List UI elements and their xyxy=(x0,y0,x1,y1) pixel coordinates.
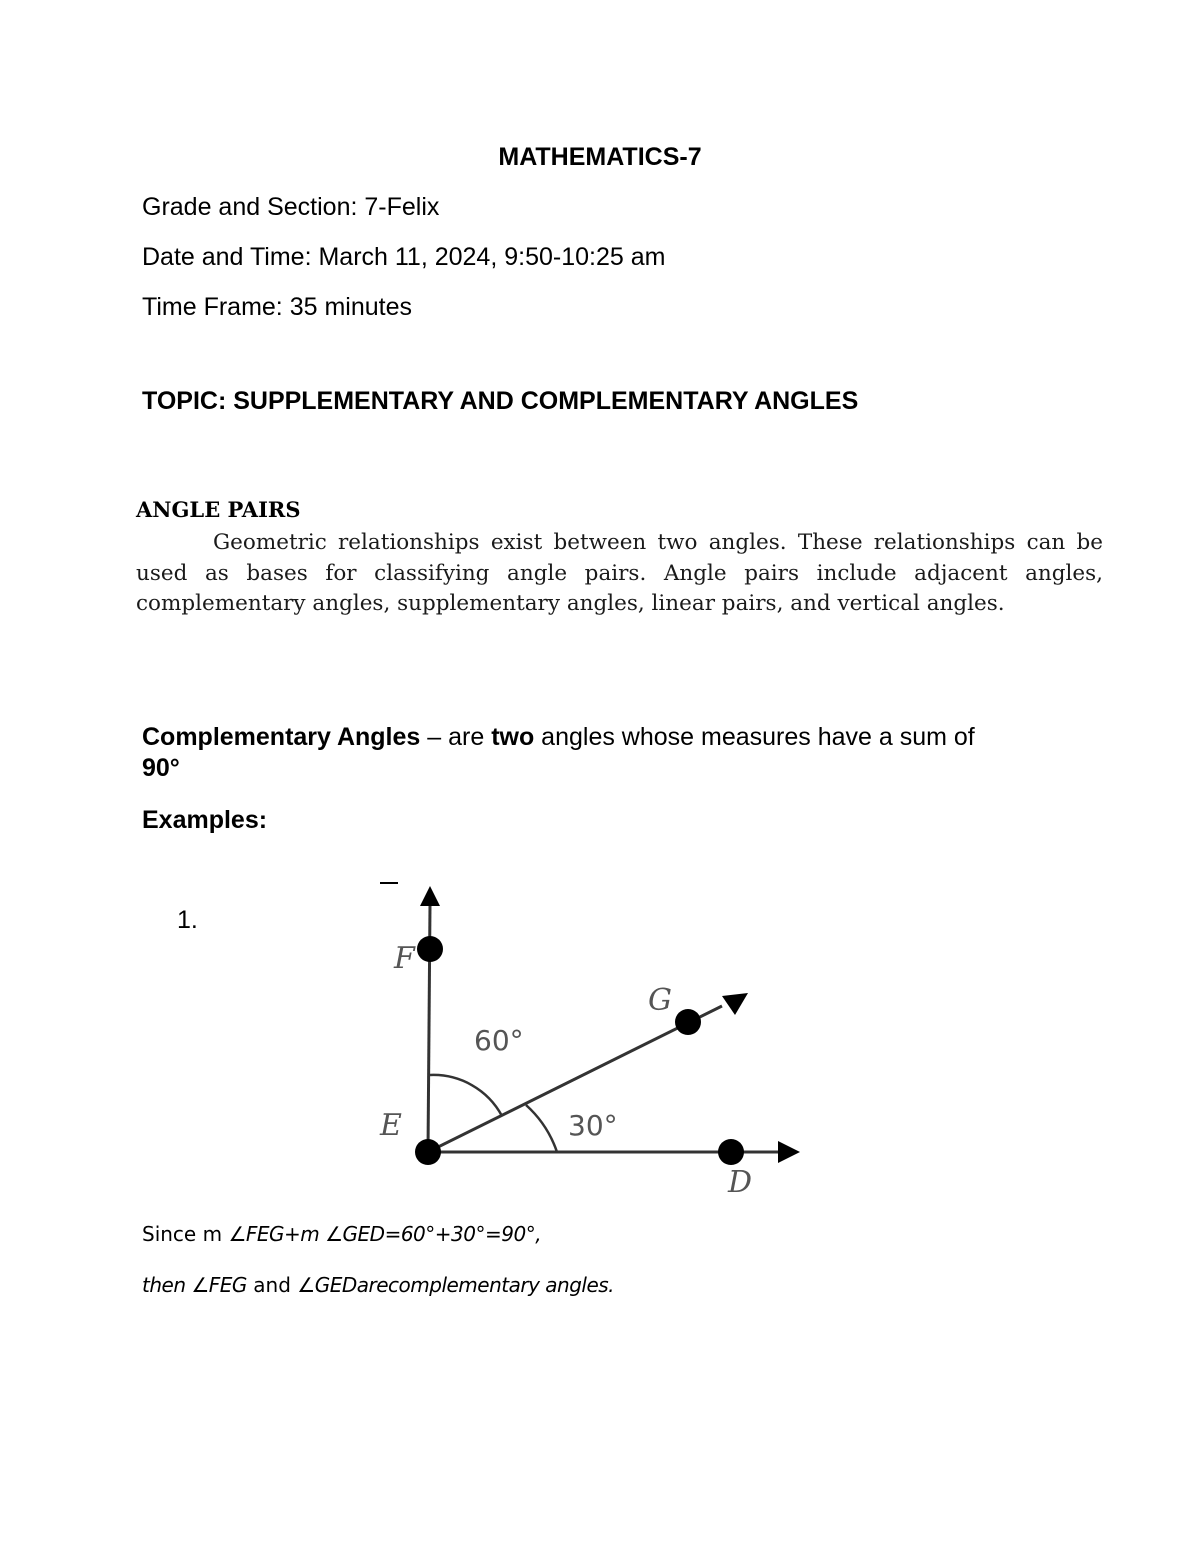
label-e: E xyxy=(380,1108,402,1143)
examples-label: Examples: xyxy=(142,806,268,834)
angle-pairs-heading: ANGLE PAIRS xyxy=(136,497,301,522)
ray-ed-arrow xyxy=(778,1141,800,1163)
point-d-dot xyxy=(718,1139,744,1165)
then-and: and xyxy=(246,1273,298,1297)
arc-30 xyxy=(526,1105,557,1152)
point-g-dot xyxy=(675,1009,701,1035)
angle-diagram xyxy=(360,870,820,1200)
topic-heading: TOPIC: SUPPLEMENTARY AND COMPLEMENTARY ANGLES xyxy=(142,387,859,415)
point-e-dot xyxy=(415,1139,441,1165)
since-expression: ∠FEG+m ∠GED=60°+30°=90°, xyxy=(228,1222,542,1246)
angle-pairs-paragraph: Geometric relationships exist between two angles. These relationships can be used as bases for classifying angle pairs. Angle pairs include adjacent angles, complementary angles, supplementary angles, linear pairs, and vertical angles. xyxy=(136,530,1103,616)
label-f: F xyxy=(394,941,415,976)
date-time: Date and Time: March 11, 2024, 9:50-10:25 am xyxy=(142,243,666,271)
definition-dash: – are xyxy=(420,723,492,751)
definition-term: Complementary Angles xyxy=(142,723,421,751)
label-60-degrees: 60° xyxy=(474,1024,524,1057)
example-number: 1. xyxy=(177,906,198,934)
ray-eg-arrow xyxy=(722,993,748,1015)
since-prefix: Since m xyxy=(142,1222,223,1246)
label-g: G xyxy=(648,983,672,1018)
arc-60 xyxy=(430,1075,502,1116)
complementary-definition xyxy=(142,722,1082,784)
point-f-dot xyxy=(417,936,443,962)
then-prefix: then ∠FEG xyxy=(142,1273,247,1297)
definition-rest: angles whose measures have a sum of xyxy=(534,723,975,751)
time-frame: Time Frame: 35 minutes xyxy=(142,293,412,321)
then-statement xyxy=(142,1273,614,1297)
document-title: MATHEMATICS-7 xyxy=(498,143,702,171)
definition-two: two xyxy=(491,723,535,751)
ray-ef-arrow xyxy=(420,886,440,906)
label-d: D xyxy=(728,1165,753,1200)
label-30-degrees: 30° xyxy=(568,1109,618,1142)
then-suffix: ∠GEDarecomplementary angles. xyxy=(297,1273,615,1297)
definition-value: 90° xyxy=(142,754,180,782)
grade-section: Grade and Section: 7-Felix xyxy=(142,193,440,221)
since-statement xyxy=(142,1222,541,1246)
